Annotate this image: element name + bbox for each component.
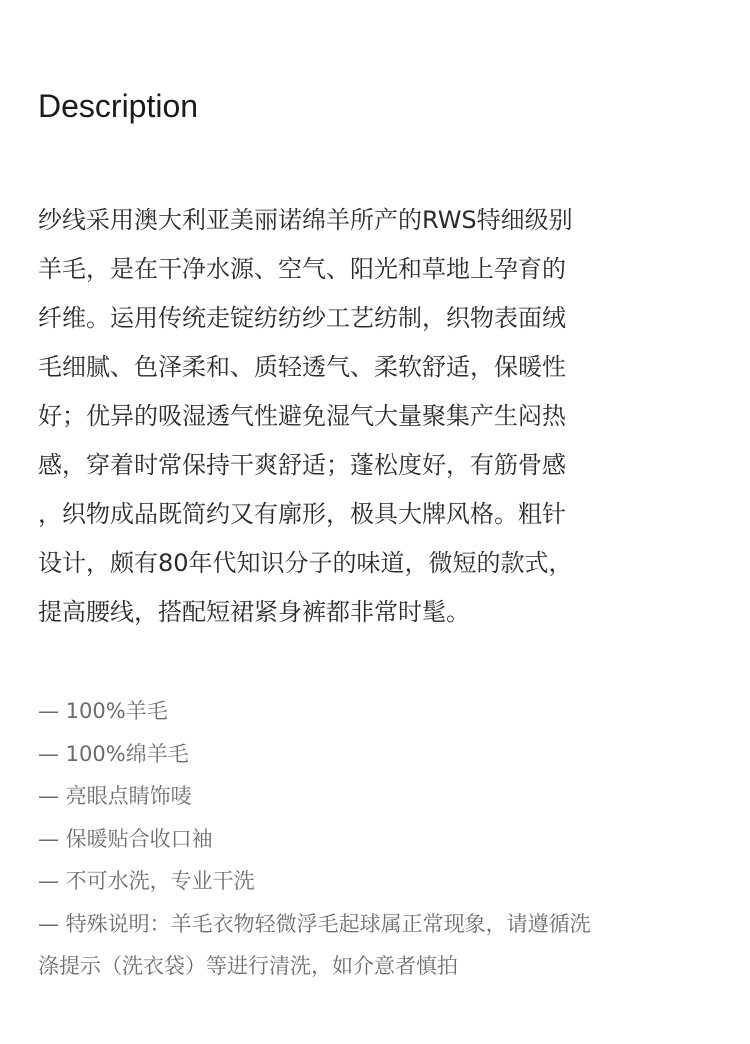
feature-item-sheep-wool: — 100%绵羊毛 [38, 741, 189, 766]
description-line: 毛细腻、色泽柔和、质轻透气、柔软舒适，保暖性 [38, 353, 566, 381]
description-line: 纱线采用澳大利亚美丽诺绵羊所产的RWS特细级别 [38, 206, 573, 234]
feature-item-wool: — 100%羊毛 [38, 699, 168, 723]
description-line: 设计，颇有80年代知识分子的味道，微短的款式， [38, 549, 573, 577]
description-line: 提高腰线，搭配短裙紧身裤都非常时髦。 [38, 598, 470, 626]
description-line: 羊毛，是在干净水源、空气、阳光和草地上孕育的 [38, 255, 566, 283]
feature-list [38, 690, 718, 988]
description-line: 好；优异的吸湿透气性避免湿气大量聚集产生闷热 [38, 402, 566, 430]
section-heading: Description [38, 88, 199, 124]
description-line: 纤维。运用传统走锭纺纺纱工艺纺制，织物表面绒 [38, 304, 566, 332]
feature-item-cuffs: — 保暖贴合收口袖 [38, 826, 213, 851]
feature-item-special-note-cont: 涤提示（洗衣袋）等进行清洗，如介意者慎拍 [38, 954, 458, 978]
description-paragraph [38, 196, 718, 637]
description-line: ，织物成品既简约又有廓形，极具大牌风格。粗针 [38, 500, 566, 528]
feature-item-special-note: — 特殊说明：羊毛衣物轻微浮毛起球属正常现象，请遵循洗 [38, 911, 591, 936]
description-line: 感，穿着时常保持干爽舒适；蓬松度好，有筋骨感 [38, 451, 566, 479]
feature-item-dry-clean: — 不可水洗，专业干洗 [38, 869, 255, 893]
feature-item-label: — 亮眼点睛饰唛 [38, 784, 192, 808]
